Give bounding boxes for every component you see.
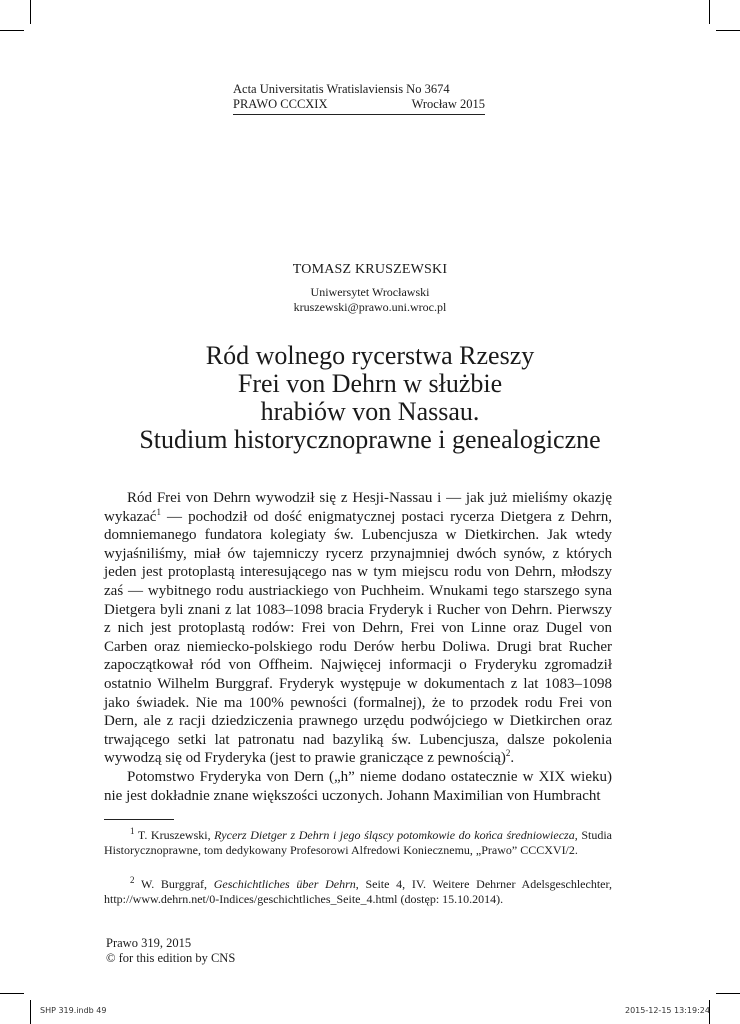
footnote-number: 2 (130, 875, 135, 885)
footnote-ref[interactable]: 1 (156, 506, 161, 517)
title-line: Frei von Dehrn w służbie (237, 369, 503, 398)
author-email: kruszewski@prawo.uni.wroc.pl (293, 300, 447, 314)
article-title (0, 342, 740, 454)
header-rule (233, 114, 485, 115)
footnote: $^2$ W. Burggraf, Geschichtliches über Dehrn, Seite 4, IV. Weitere Dehrner Adelsgeschlechter, http://www.dehrn.net/0-Indices/geschichtliches_Seite_4.html (dostęp: 15.10.2014). (104, 875, 613, 906)
crop-mark (30, 1000, 31, 1024)
series-label: PRAWO CCCXIX (233, 97, 328, 111)
crop-mark (30, 0, 31, 24)
body-text (104, 489, 612, 805)
crop-mark (0, 30, 24, 31)
running-header (233, 82, 485, 112)
copyright-notice: © for this edition by CNS (106, 951, 236, 965)
slug-timestamp: 2015-12-15 13:19:24 (625, 1006, 710, 1015)
title-line: hrabiów von Nassau. (260, 397, 480, 426)
journal-name: Acta Universitatis Wratislaviensis No 3674 (233, 82, 450, 96)
author-affiliation: Uniwersytet Wrocławski (310, 285, 430, 299)
crop-mark (716, 30, 740, 31)
place-year: Wrocław 2015 (411, 97, 485, 111)
author-name: TOMASZ KRUSZEWSKI (292, 262, 448, 277)
title-line: Ród wolnego rycerstwa Rzeszy (205, 341, 535, 370)
footnote-rule (104, 819, 174, 820)
cited-title: Geschichtliches über Dehrn (213, 877, 356, 891)
footnote-number: 1 (130, 826, 135, 836)
crop-mark (709, 0, 710, 24)
copyright-block (106, 936, 235, 966)
copyright-volume: Prawo 319, 2015 (106, 936, 192, 950)
crop-mark (716, 993, 740, 994)
cited-title: Rycerz Dietger z Dehrn i jego śląscy potomkowie do końca średniowiecza (214, 828, 575, 842)
footnote: $^1$ T. Kruszewski, Rycerz Dietger z Dehrn i jego śląscy potomkowie do końca średniowiecza, Studia Historycznoprawne, tom dedykowany Profesorowi Alfredowi Koniecznemu, „Prawo” CCCXVI/2. (104, 826, 612, 857)
paragraph: Potomstwo Fryderyka von Dern („h” nieme dodano ostatecznie w XIX wieku) nie jest dokładnie znane większości uczonych. Johann Maximilian von Humbracht (104, 768, 612, 804)
paragraph: Ród Frei von Dehrn wywodził się z Hesji-Nassau i — jak już mieliśmy okazję wykazać$^1$ — pochodził od dość enigmatycznej postaci rycerza Dietgera z Dehrn, domniemanego fundatora kolegiaty św. Lubencjusza w Dietkirchen. Jak wtedy wyjaśniliśmy, miał ów tajemniczy rycerz przynajmniej dwóch synów, z których jeden jest protoplastą interesującego nas w tym miejscu rodu von Dehrn, młodszy zaś — wybitnego rodu austriackiego von Puchheim. Wnukami tego starszego syna Dietgera byli znani z lat 1083–1098 bracia Fryderyk i Rucher von Dehrn. Pierwszy z nich jest protoplastą rodów: Frei von Dehrn, Frei von Linne oraz Dugel von Carben oraz niemiecko-polskiego rodu Derów herbu Doliwa. Drugi brat Rucher zapoczątkował ród von Offheim. Najwięcej informacji o Fryderyku zgromadził ostatnio Wilhelm Burggraf. Fryderyk występuje w dokumentach z lat 1083–1098 jako świadek. Nie ma 100% pewności (formalnej), że to przodek rodu Frei von Dern, ale z racji dziedziczenia prawnego urzędu podwójciego w Dietkirchen oraz trwającego setki lat patronatu nad bazyliką św. Lubencjusza, dalsze pokolenia wywodzą się od Fryderyka (jest to prawie graniczące z pewnością)$^2$. (104, 490, 612, 767)
slug-file: SHP 319.indb 49 (40, 1006, 107, 1015)
title-line: Studium historycznoprawne i genealogiczne (139, 425, 601, 454)
footnote-ref[interactable]: 2 (505, 748, 511, 759)
crop-mark (0, 993, 24, 994)
